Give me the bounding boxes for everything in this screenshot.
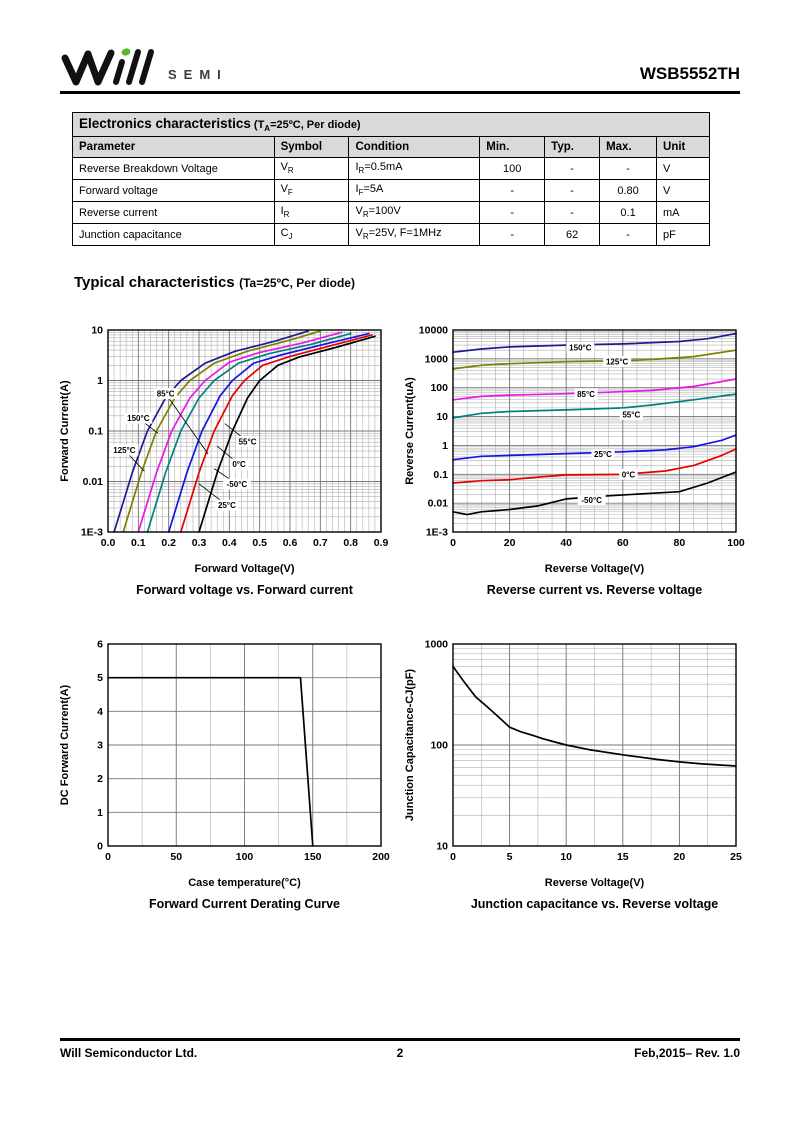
logo-green-dot [121,47,132,57]
svg-text:0: 0 [450,537,456,549]
svg-text:0.1: 0.1 [131,537,146,549]
col-unit: Unit [657,137,710,158]
cell-min: - [480,202,545,224]
cell-max: 0.1 [600,202,657,224]
cell-parameter: Junction capacitance [73,224,275,246]
typical-characteristics-heading [74,274,355,292]
cell-parameter: Reverse Breakdown Voltage [73,158,275,180]
svg-text:1: 1 [442,439,448,452]
svg-text:0.4: 0.4 [222,537,237,549]
svg-text:0.01: 0.01 [82,476,103,488]
capacitance-chart-canvas [401,634,746,892]
will-logo-icon [60,44,160,88]
table-header-row [73,137,710,158]
page-header [60,44,740,94]
cell-condition: $V_R=100V$ [349,202,480,224]
table-row [73,158,710,180]
svg-text:100: 100 [727,537,745,549]
svg-text:150: 150 [303,851,322,863]
svg-text:6: 6 [97,638,103,651]
cell-parameter: Forward voltage [73,180,275,202]
svg-text:5: 5 [97,672,103,685]
cell-min: 100 [480,158,545,180]
svg-text:20: 20 [673,851,686,863]
chart-reverse-current-vs-reverse-voltage [401,320,746,597]
svg-text:200: 200 [372,851,390,863]
col-symbol: Symbol [274,137,349,158]
col-condition: Condition [349,137,480,158]
col-typ: Typ. [545,137,600,158]
electrical-characteristics-table [72,112,710,246]
svg-text:0.2: 0.2 [161,537,176,549]
cell-symbol: $I_R$ [274,202,349,224]
svg-text:1000: 1000 [424,353,448,366]
page-footer [60,1038,740,1060]
svg-text:10000: 10000 [418,324,448,337]
svg-text:Reverse Voltage(V): Reverse Voltage(V) [544,563,645,575]
svg-text:3: 3 [97,739,103,752]
svg-text:Junction Capacitance-CJ(pF): Junction Capacitance-CJ(pF) [404,668,416,822]
svg-text:1E-3: 1E-3 [80,526,103,539]
derating-chart-canvas [56,634,391,892]
col-max: Max. [600,137,657,158]
reverse-current-chart-canvas [401,320,746,578]
cell-typ: - [545,158,600,180]
chart-forward-voltage-vs-forward-current [56,320,391,597]
forward-current-chart-canvas [56,320,391,578]
svg-text:100: 100 [430,739,448,752]
svg-text:0.1: 0.1 [433,468,448,481]
cell-condition: $I_R=0.5mA$ [349,158,480,180]
charts-row-1 [56,320,746,597]
svg-text:0.0: 0.0 [100,537,116,549]
footer-revision: Feb,2015– Rev. 1.0 [634,1046,740,1060]
svg-text:-50°C: -50°C [226,480,248,490]
cell-unit: pF [657,224,710,246]
svg-text:15: 15 [616,851,629,863]
cell-symbol: $V_R$ [274,158,349,180]
svg-text:85°C: 85°C [577,390,595,400]
cell-condition: $I_F=5A$ [349,180,480,202]
table-title-row [73,113,710,137]
svg-text:20: 20 [503,537,516,549]
svg-text:5: 5 [506,851,513,863]
cell-parameter: Reverse current [73,202,275,224]
svg-text:0°C: 0°C [232,460,246,470]
svg-text:Forward Current(A): Forward Current(A) [59,380,71,482]
chart-caption: Forward Current Derating Curve [148,897,340,911]
charts-row-2 [56,634,746,911]
svg-text:10: 10 [436,840,448,853]
table-title-main: Electronics characteristics [79,115,251,131]
svg-text:10: 10 [436,411,448,424]
svg-text:55°C: 55°C [238,437,257,447]
svg-text:25: 25 [730,851,742,863]
table-row [73,202,710,224]
table-title-conditions: ($T_A=25ºC$, Per diode) [253,118,361,134]
svg-text:0.5: 0.5 [252,537,267,549]
will-semi-logo [60,44,228,88]
svg-text:1: 1 [97,375,103,387]
section-title: Typical characteristics [74,274,235,291]
svg-text:25°C: 25°C [217,501,236,511]
table-title [73,113,710,137]
svg-text:80: 80 [673,537,686,549]
svg-text:0: 0 [450,851,456,863]
cell-max: - [600,158,657,180]
header-divider [60,91,740,94]
svg-text:Forward Voltage(V): Forward Voltage(V) [194,563,295,575]
cell-typ: - [545,202,600,224]
svg-text:50: 50 [170,851,183,863]
svg-text:100: 100 [235,851,254,863]
chart-caption: Forward voltage vs. Forward current [136,583,353,597]
svg-text:4: 4 [97,705,103,718]
table-row [73,224,710,246]
svg-text:1000: 1000 [424,638,448,651]
cell-min: - [480,224,545,246]
svg-text:1: 1 [97,806,103,819]
cell-condition: $V_R=25V$, F=1MHz [349,224,480,246]
electrical-characteristics-section [72,112,710,246]
cell-min: - [480,180,545,202]
col-parameter: Parameter [73,137,275,158]
cell-unit: mA [657,202,710,224]
svg-text:10: 10 [91,324,103,337]
chart-caption: Junction capacitance vs. Reverse voltage [470,897,719,911]
svg-text:10: 10 [560,851,573,863]
section-conditions: (Ta=25ºC, Per diode) [239,276,355,290]
chart-forward-current-derating [56,634,391,911]
cell-symbol: $V_F$ [274,180,349,202]
svg-text:55°C: 55°C [622,410,641,420]
svg-text:125°C: 125°C [113,446,136,456]
svg-text:1E-3: 1E-3 [425,526,448,539]
svg-text:0.01: 0.01 [427,497,448,510]
svg-text:Reverse Voltage(V): Reverse Voltage(V) [544,877,645,889]
svg-text:85°C: 85°C [156,389,175,399]
svg-text:Case temperature(°C): Case temperature(°C) [188,877,301,889]
col-min: Min. [480,137,545,158]
svg-text:0: 0 [105,851,111,863]
cell-max: - [600,224,657,246]
logo-semi-text: SEMI [168,67,228,82]
cell-typ: 62 [545,224,600,246]
svg-text:100: 100 [430,382,448,395]
svg-text:DC Forward Current(A): DC Forward Current(A) [59,684,71,806]
svg-text:60: 60 [616,537,629,549]
svg-text:150°C: 150°C [127,414,150,424]
cell-symbol: $C_J$ [274,224,349,246]
svg-text:0°C: 0°C [621,470,636,480]
svg-text:Reverse Current(uA): Reverse Current(uA) [404,377,416,485]
cell-max: 0.80 [600,180,657,202]
svg-text:2: 2 [97,773,103,786]
svg-text:0.6: 0.6 [282,537,298,549]
footer-company: Will Semiconductor Ltd. [60,1046,198,1060]
cell-unit: V [657,158,710,180]
footer-page-number: 2 [396,1046,404,1060]
svg-text:0.3: 0.3 [191,537,207,549]
svg-text:125°C: 125°C [605,357,629,367]
cell-typ: - [545,180,600,202]
svg-text:-50°C: -50°C [581,495,602,505]
svg-text:40: 40 [560,537,573,549]
cell-unit: V [657,180,710,202]
svg-text:150°C: 150°C [569,343,592,353]
chart-caption: Reverse current vs. Reverse voltage [486,583,703,597]
chart-junction-capacitance [401,634,746,911]
svg-text:0.8: 0.8 [343,537,358,549]
svg-text:0: 0 [97,840,103,853]
svg-text:25°C: 25°C [594,450,612,460]
svg-text:0.7: 0.7 [313,537,328,549]
product-number: WSB5552TH [639,64,740,83]
table-row [73,180,710,202]
svg-text:0.1: 0.1 [88,425,103,438]
svg-text:0.9: 0.9 [373,537,389,549]
